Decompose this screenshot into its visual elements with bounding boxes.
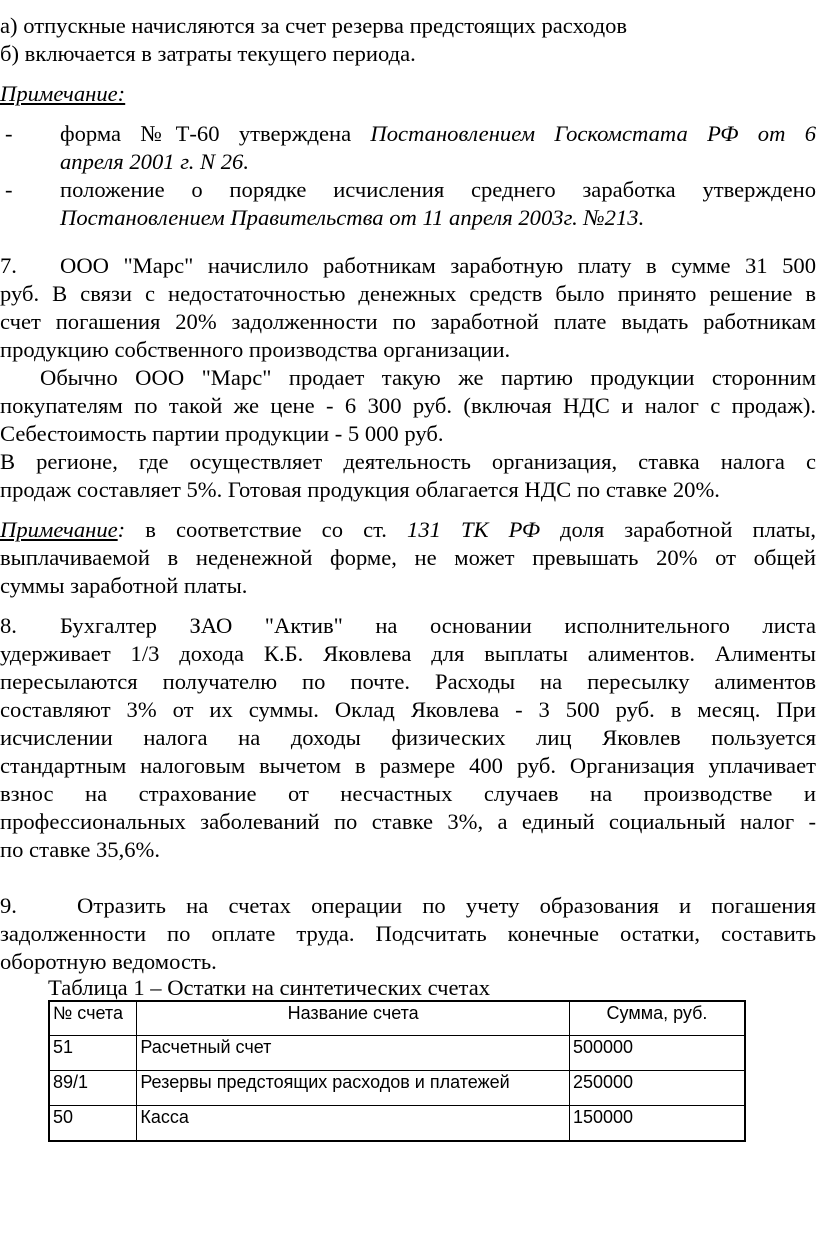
note2-title: Примечание xyxy=(0,517,118,542)
task7-line6: покупателям по такой же цене - 6 300 руб. (включая НДС и налог с продаж). xyxy=(0,393,816,418)
note1-item1-line2: апреля 2001 г. N 26. xyxy=(60,149,249,174)
cell-amount: 150000 xyxy=(569,1106,745,1142)
task7-number: 7. xyxy=(0,253,17,278)
task7-line4: продукцию собственного производства организации. xyxy=(0,337,511,362)
table-header-row xyxy=(49,1001,745,1036)
task7-line2: руб. В связи с недостаточностью денежных средств было принято решение в xyxy=(0,281,816,306)
cell-amount: 250000 xyxy=(569,1071,745,1106)
task8-line4: составляют 3% от их суммы. Оклад Яковлева - 3 500 руб. в месяц. При xyxy=(0,697,816,722)
task9-line2: задолженности по оплате труда. Подсчитать конечные остатки, составить xyxy=(0,921,816,946)
cell-account-name: Касса xyxy=(137,1106,570,1142)
table-row xyxy=(49,1106,745,1142)
task7-line5: Обычно ООО "Марс" продает такую же партию продукции сторонним xyxy=(40,365,816,390)
note2-law-ref: 131 ТК РФ xyxy=(407,517,540,542)
note2-line1 xyxy=(0,516,816,544)
header-account-number: № счета xyxy=(49,1001,137,1036)
note1-item2-line2: Постановлением Правительства от 11 апреля 2003г. №213. xyxy=(60,205,645,230)
task9-line3: оборотную ведомость. xyxy=(0,949,217,974)
note1-item1-line1 xyxy=(60,120,816,148)
task8-line5: исчислении налога на доходы физических лиц Яковлев пользуется xyxy=(0,725,816,750)
task9-number: 9. xyxy=(0,893,17,918)
task7-line3: счет погашения 20% задолженности по заработной плате выдать работникам xyxy=(0,309,816,334)
task7-line8: В регионе, где осуществляет деятельность организация, ставка налога с xyxy=(0,449,816,474)
note1-item1-start: форма №Т-60 утверждена xyxy=(60,121,371,146)
cell-account-name: Расчетный счет xyxy=(137,1036,570,1071)
task8-line1: Бухгалтер ЗАО "Актив" на основании исполнительного листа xyxy=(60,613,816,638)
task8-line3: пересылаются получателю по почте. Расходы на пересылку алиментов xyxy=(0,669,816,694)
note2-text-b: доля заработной платы, xyxy=(539,517,816,542)
cell-account-number: 50 xyxy=(49,1106,137,1142)
task8-number: 8. xyxy=(0,613,17,638)
table-row xyxy=(49,1071,745,1106)
task7-line1: ООО "Марс" начислило работникам заработную плату в сумме 31 500 xyxy=(60,253,816,278)
note2-line2: выплачиваемой в неденежной форме, не может превышать 20% от общей xyxy=(0,545,816,570)
header-account-name: Название счета xyxy=(137,1001,570,1036)
note1-title: Примечание: xyxy=(0,81,126,106)
note2-colon: : xyxy=(117,517,126,542)
header-amount: Сумма, руб. xyxy=(569,1001,745,1036)
intro-line-a: а) отпускные начисляются за счет резерва предстоящих расходов xyxy=(0,13,628,38)
table-caption: Таблица 1 – Остатки на синтетических счетах xyxy=(48,975,491,1000)
accounts-table xyxy=(48,1000,746,1142)
note1-item2-line1: положение о порядке исчисления среднего заработка утверждено xyxy=(60,177,816,202)
intro-line-b: б) включается в затраты текущего периода. xyxy=(0,41,416,66)
note1-item1-italic: Постановлением Госкомстата РФ от 6 xyxy=(370,121,816,146)
task8-line6: стандартным налоговым вычетом в размере 400 руб. Организация уплачивает xyxy=(0,753,816,778)
task8-line9: по ставке 35,6%. xyxy=(0,837,161,862)
task7-line9: продаж составляет 5%. Готовая продукция облагается НДС по ставке 20%. xyxy=(0,477,720,502)
note2-text-a: в соответствие со ст. xyxy=(125,517,408,542)
cell-account-number: 89/1 xyxy=(49,1071,137,1106)
note2-line3: суммы заработной платы. xyxy=(0,573,248,598)
cell-account-name: Резервы предстоящих расходов и платежей xyxy=(137,1071,570,1106)
task7-line7: Себестоимость партии продукции - 5 000 руб. xyxy=(0,421,444,446)
task8-line8: профессиональных заболеваний по ставке 3%, а единый социальный налог - xyxy=(0,809,816,834)
task8-line7: взнос на страхование от несчастных случаев на производстве и xyxy=(0,781,816,806)
note1-dash-1: - xyxy=(5,121,13,146)
table-row xyxy=(49,1036,745,1071)
task9-line1: Отразить на счетах операции по учету образования и погашения xyxy=(77,893,816,918)
task8-line2: удерживает 1/3 дохода К.Б. Яковлева для выплаты алиментов. Алименты xyxy=(0,641,816,666)
cell-amount: 500000 xyxy=(569,1036,745,1071)
cell-account-number: 51 xyxy=(49,1036,137,1071)
note1-dash-2: - xyxy=(5,177,13,202)
